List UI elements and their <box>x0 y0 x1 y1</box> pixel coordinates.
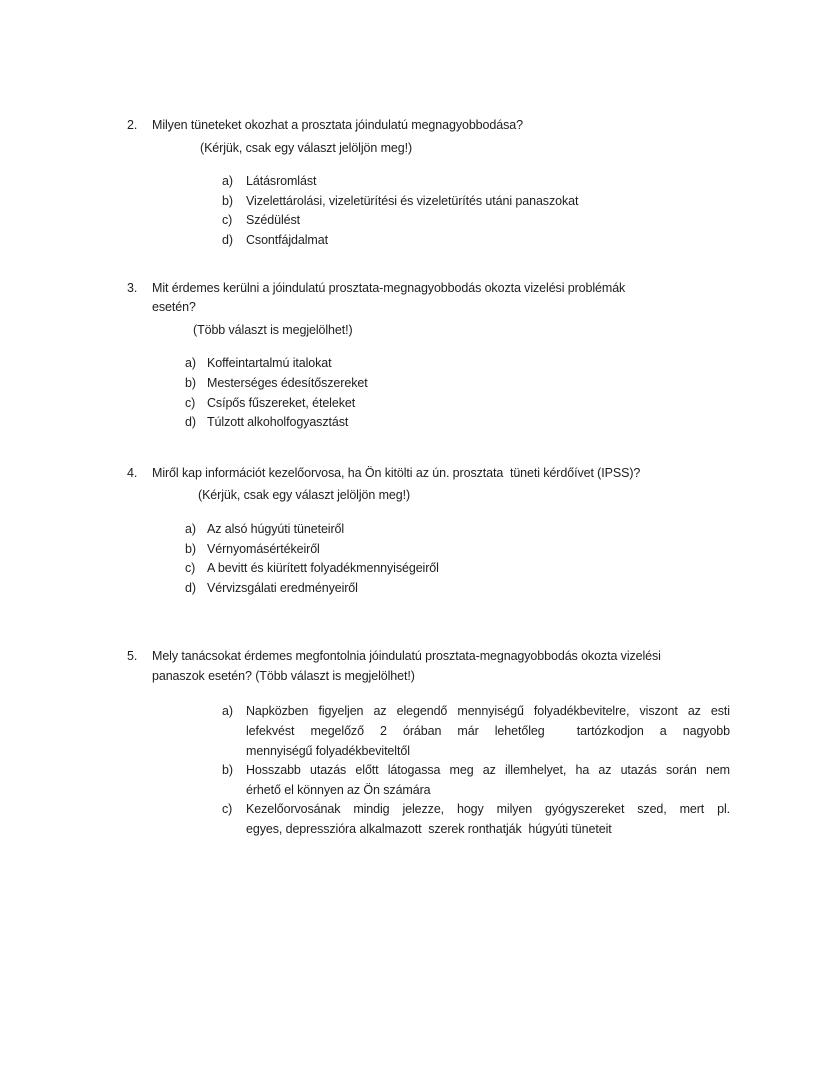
question-5-option-c <box>222 800 834 839</box>
question-3-option-c <box>185 394 834 414</box>
question-3-text-line-2: esetén? <box>152 300 196 315</box>
question-4-title <box>127 464 834 484</box>
option-text: Vizelettárolási, vizeletürítési és vizeletürítés utáni panaszokat <box>246 193 579 208</box>
option-letter: c) <box>222 213 233 228</box>
option-text: Az alsó húgyúti tüneteiről <box>207 521 345 536</box>
question-3-option-b <box>185 374 834 394</box>
question-4-options <box>185 520 834 598</box>
question-5-option-a <box>222 702 834 761</box>
question-3-text-line-1: Mit érdemes kerülni a jóindulatú prosztata-megnagyobbodás okozta vizelési problémák <box>152 280 626 295</box>
question-2-instruction: (Kérjük, csak egy választ jelöljön meg!) <box>200 140 413 155</box>
question-4-instruction: (Kérjük, csak egy választ jelöljön meg!) <box>198 488 411 503</box>
option-letter: d) <box>185 415 196 430</box>
question-5-text-line-1: Mely tanácsokat érdemes megfontolnia jóindulatú prosztata-megnagyobbodás okozta vizelési <box>152 649 661 664</box>
question-2-title <box>127 116 834 136</box>
option-letter: b) <box>185 375 196 390</box>
question-4 <box>127 464 834 599</box>
option-letter: a) <box>185 521 196 536</box>
question-4-option-c <box>185 559 834 579</box>
option-text: Szédülést <box>246 213 300 228</box>
question-4-number: 4. <box>127 465 138 480</box>
question-2-options <box>222 172 834 250</box>
option-letter: d) <box>185 580 196 595</box>
question-5-option-b <box>222 761 834 800</box>
question-3-instruction: (Több választ is megjelölhet!) <box>193 322 353 337</box>
question-5-number: 5. <box>127 649 138 664</box>
option-text-line-1: Hosszabb utazás előtt látogassa meg az illemhelyet, ha az utazás során nem <box>246 763 730 778</box>
option-text: Csípős fűszereket, ételeket <box>207 395 356 410</box>
option-text: Mesterséges édesítőszereket <box>207 375 368 390</box>
option-letter: c) <box>222 802 233 817</box>
question-4-option-a <box>185 520 834 540</box>
question-5 <box>127 647 834 839</box>
question-2 <box>127 116 834 251</box>
question-2-option-d <box>222 231 834 251</box>
option-letter: c) <box>185 561 196 576</box>
option-text: Túlzott alkoholfogyasztást <box>207 415 349 430</box>
question-2-option-a <box>222 172 834 192</box>
question-4-option-b <box>185 540 834 560</box>
question-2-number: 2. <box>127 118 138 132</box>
option-letter: a) <box>222 704 233 719</box>
option-letter: a) <box>185 356 196 371</box>
question-3-option-a <box>185 354 834 374</box>
option-text-line-1: Kezelőorvosának mindig jelezze, hogy milyen gyógyszereket szed, mert pl. <box>246 802 730 817</box>
option-letter: b) <box>222 763 233 778</box>
question-4-text: Miről kap információt kezelőorvosa, ha Ön kitölti az ún. prosztata tüneti kérdőívet (IPSS)? <box>152 465 641 480</box>
option-letter: b) <box>185 541 196 556</box>
option-text: Vérnyomásértékeiről <box>207 541 320 556</box>
question-3-options <box>185 354 834 432</box>
question-5-options <box>222 702 834 839</box>
question-2-option-b <box>222 192 834 212</box>
question-4-option-d <box>185 579 834 599</box>
option-text-line-2: lefekvést megelőző 2 órában már lehetőleg tartózkodjon a nagyobb <box>246 724 730 739</box>
question-5-text-line-2: panaszok esetén? (Több választ is megjelölhet!) <box>152 668 415 683</box>
question-2-option-c <box>222 211 834 231</box>
question-3 <box>127 279 834 433</box>
option-text: Koffeintartalmú italokat <box>207 356 332 371</box>
option-letter: d) <box>222 232 233 247</box>
option-text-line-2: egyes, depresszióra alkalmazott szerek ronthatják húgyúti tüneteit <box>246 822 612 837</box>
question-2-text: Milyen tüneteket okozhat a prosztata jóindulatú megnagyobbodása? <box>152 118 523 132</box>
option-text-line-1: Napközben figyeljen az elegendő mennyiségű folyadékbevitelre, viszont az esti <box>246 704 730 719</box>
option-letter: a) <box>222 174 233 189</box>
option-text: Vérvizsgálati eredményeiről <box>207 580 358 595</box>
question-3-option-d <box>185 413 834 433</box>
option-text-line-3: mennyiségű folyadékbeviteltől <box>246 743 410 758</box>
option-text: Látásromlást <box>246 174 317 189</box>
question-3-title <box>127 279 834 318</box>
option-letter: c) <box>185 395 196 410</box>
question-5-title <box>127 647 834 686</box>
option-text: A bevitt és kiürített folyadékmennyiségeiről <box>207 561 439 576</box>
option-letter: b) <box>222 193 233 208</box>
option-text-line-2: érhető el könnyen az Ön számára <box>246 782 431 797</box>
option-text: Csontfájdalmat <box>246 232 328 247</box>
question-3-number: 3. <box>127 280 138 295</box>
